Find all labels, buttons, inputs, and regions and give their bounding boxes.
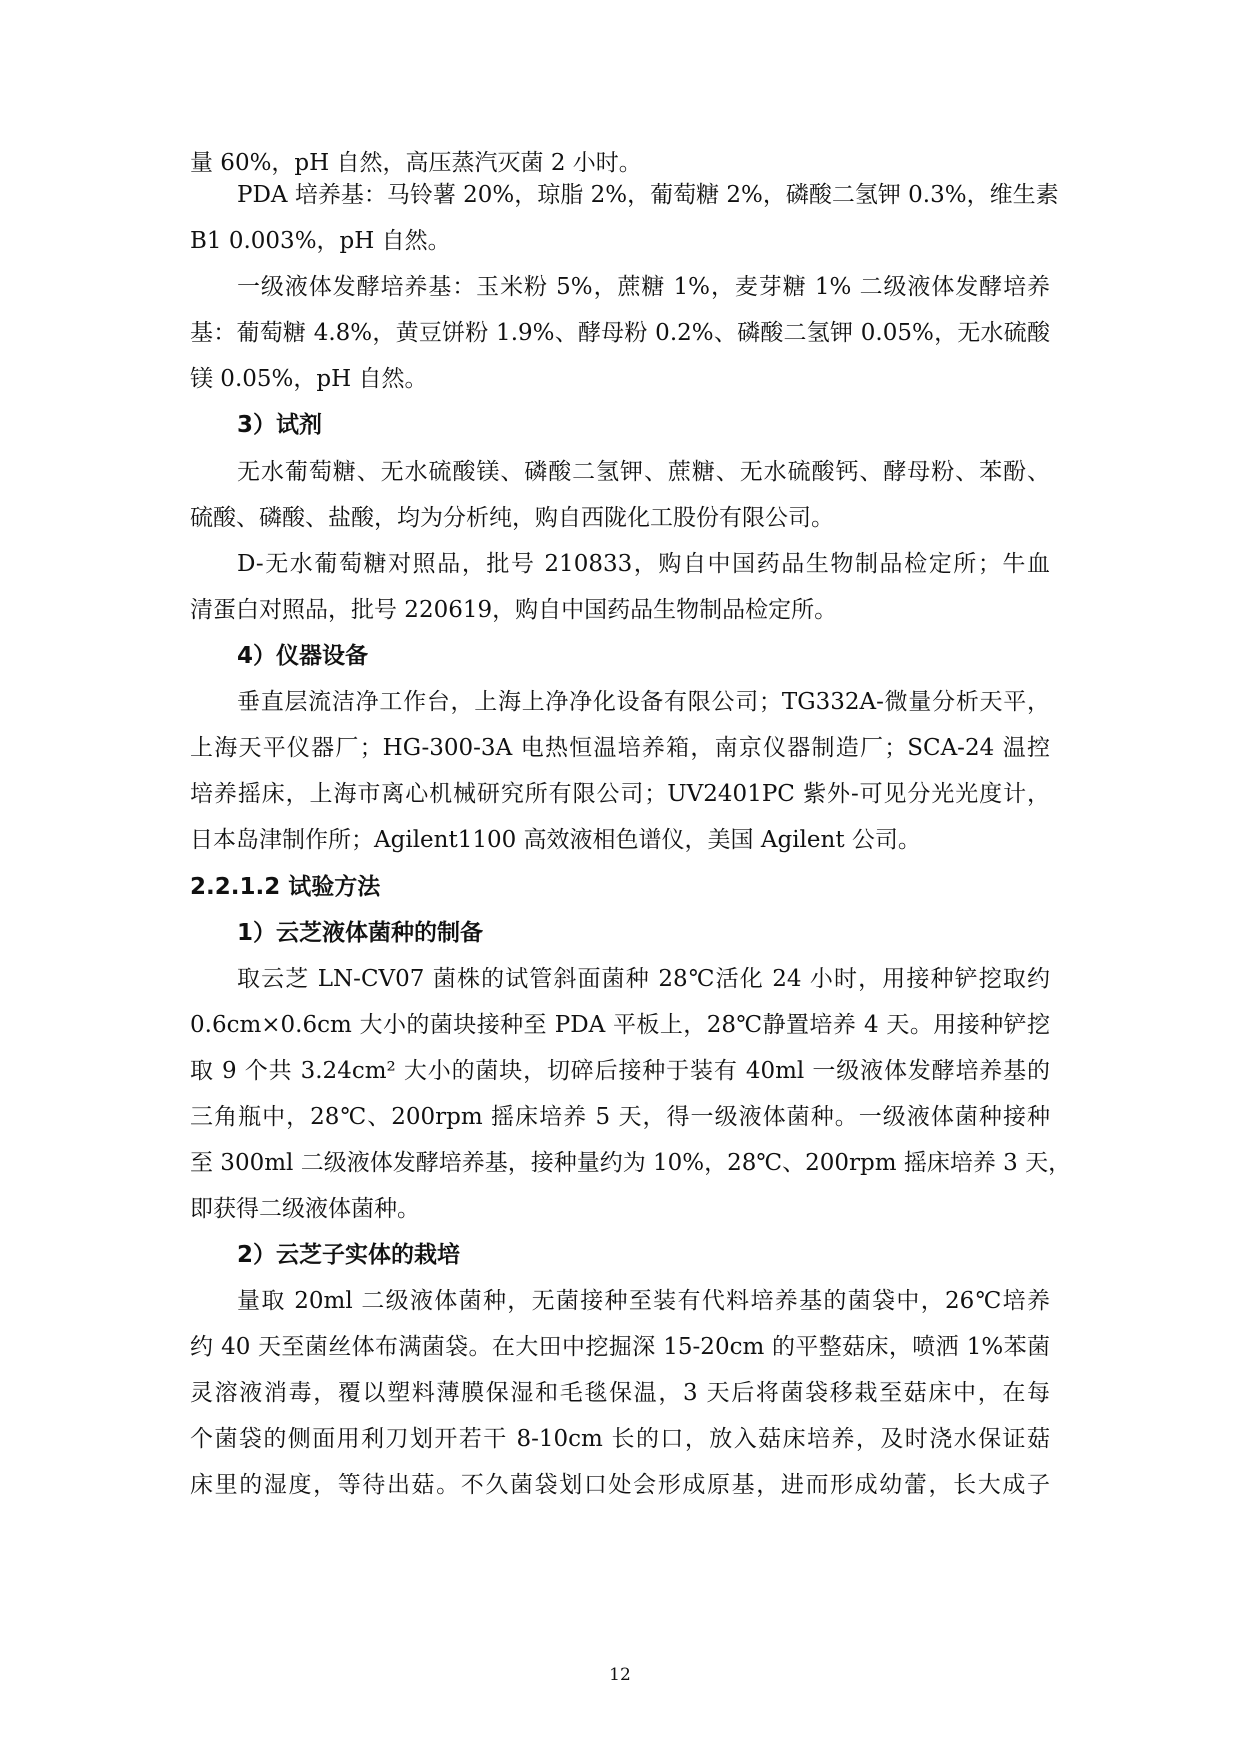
body-text-line: 量取 20ml 二级液体菌种，无菌接种至装有代料培养基的菌袋中，26℃培养 bbox=[237, 1288, 1050, 1314]
body-text-line: 垂直层流洁净工作台，上海上净净化设备有限公司；TG332A-微量分析天平， bbox=[237, 689, 1050, 715]
body-text-line: 取 9 个共 3.24cm² 大小的菌块，切碎后接种于装有 40ml 一级液体发酵培养基的 bbox=[190, 1058, 1050, 1084]
body-text-line: 床里的湿度，等待出菇。不久菌袋划口处会形成原基，进而形成幼蕾，长大成子 bbox=[190, 1472, 1050, 1498]
body-text-line: 量 60%，pH 自然，高压蒸汽灭菌 2 小时。 bbox=[190, 150, 642, 176]
section-heading: 4）仪器设备 bbox=[237, 643, 369, 669]
page-number: 12 bbox=[609, 1665, 631, 1685]
body-text-line: 一级液体发酵培养基：玉米粉 5%，蔗糖 1%，麦芽糖 1% 二级液体发酵培养 bbox=[237, 274, 1050, 300]
section-heading: 1）云芝液体菌种的制备 bbox=[237, 920, 484, 946]
body-text-line: 清蛋白对照品，批号 220619，购自中国药品生物制品检定所。 bbox=[190, 597, 838, 623]
body-text-line: 0.6cm×0.6cm 大小的菌块接种至 PDA 平板上，28℃静置培养 4 天。用接种铲挖 bbox=[190, 1012, 1050, 1038]
body-text-line: 日本岛津制作所；Agilent1100 高效液相色谱仪，美国 Agilent 公司。 bbox=[190, 827, 921, 853]
body-text-line: B1 0.003%，pH 自然。 bbox=[190, 228, 451, 254]
section-heading: 2）云芝子实体的栽培 bbox=[237, 1242, 461, 1268]
body-text-line: D-无水葡萄糖对照品，批号 210833，购自中国药品生物制品检定所；牛血 bbox=[237, 551, 1050, 577]
body-text-line: 即获得二级液体菌种。 bbox=[190, 1196, 420, 1222]
body-text-line: 上海天平仪器厂；HG-300-3A 电热恒温培养箱，南京仪器制造厂；SCA-24 温控 bbox=[190, 735, 1050, 761]
body-text-line: PDA 培养基：马铃薯 20%，琼脂 2%，葡萄糖 2%，磷酸二氢钾 0.3%，维生素 bbox=[237, 182, 1059, 208]
body-text-line: 约 40 天至菌丝体布满菌袋。在大田中挖掘深 15-20cm 的平整菇床，喷洒 1%苯菌 bbox=[190, 1334, 1050, 1360]
body-text-line: 镁 0.05%，pH 自然。 bbox=[190, 366, 428, 392]
body-text-line: 三角瓶中，28℃、200rpm 摇床培养 5 天，得一级液体菌种。一级液体菌种接种 bbox=[190, 1104, 1050, 1130]
body-text-line: 无水葡萄糖、无水硫酸镁、磷酸二氢钾、蔗糖、无水硫酸钙、酵母粉、苯酚、 bbox=[237, 459, 1050, 485]
body-text-line: 硫酸、磷酸、盐酸，均为分析纯，购自西陇化工股份有限公司。 bbox=[190, 505, 834, 531]
subsection-heading: 2.2.1.2 试验方法 bbox=[190, 874, 381, 900]
body-text-line: 取云芝 LN-CV07 菌株的试管斜面菌种 28℃活化 24 小时，用接种铲挖取约 bbox=[237, 966, 1050, 992]
body-text-line: 培养摇床，上海市离心机械研究所有限公司；UV2401PC 紫外-可见分光光度计， bbox=[190, 781, 1050, 807]
body-text-line: 灵溶液消毒，覆以塑料薄膜保湿和毛毯保温，3 天后将菌袋移栽至菇床中，在每 bbox=[190, 1380, 1050, 1406]
section-heading: 3）试剂 bbox=[237, 412, 323, 438]
body-text-line: 基：葡萄糖 4.8%，黄豆饼粉 1.9%、酵母粉 0.2%、磷酸二氢钾 0.05%，无水硫酸 bbox=[190, 320, 1050, 346]
body-text-line: 至 300ml 二级液体发酵培养基，接种量约为 10%，28℃、200rpm 摇床培养 3 天， bbox=[190, 1150, 1072, 1176]
body-text-line: 个菌袋的侧面用利刀划开若干 8-10cm 长的口，放入菇床培养，及时浇水保证菇 bbox=[190, 1426, 1050, 1452]
